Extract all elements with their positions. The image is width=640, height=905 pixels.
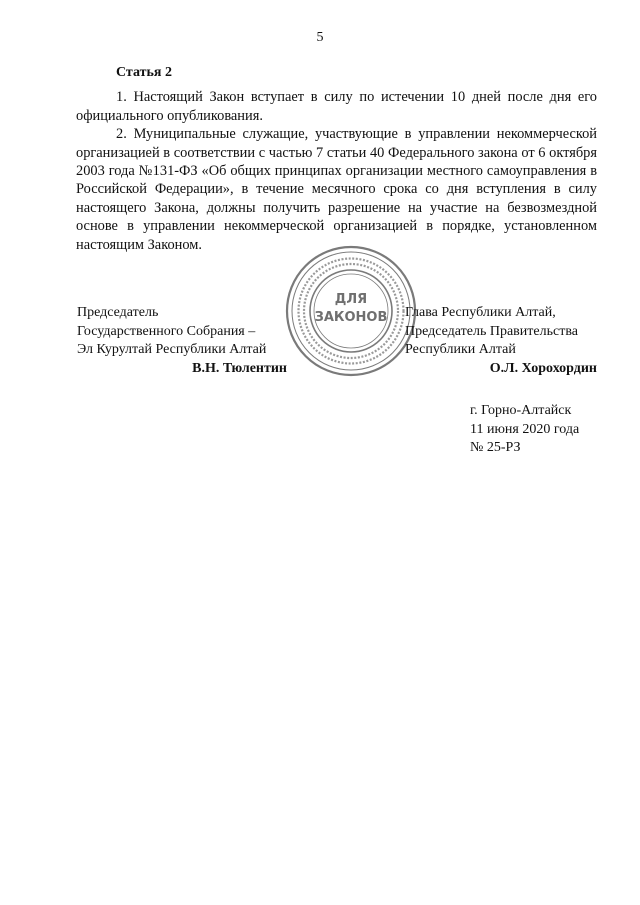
signature-right-title-line: Председатель Правительства xyxy=(405,323,578,339)
signature-left-name: В.Н. Тюлентин xyxy=(192,360,287,376)
seal-stamp-graphic xyxy=(285,245,417,377)
place-date-block xyxy=(470,402,579,458)
city: г. Горно-Алтайск xyxy=(470,403,572,418)
signature-left-title-line: Государственного Собрания – xyxy=(77,323,256,339)
date: 11 июня 2020 года xyxy=(470,421,580,437)
signature-right-title-line: Глава Республики Алтай, xyxy=(405,305,556,320)
article-paragraph-2: 2. Муниципальные служащие, участвующие в управлении некоммерческой организацией в соответствии с частью 7 статьи 40 Федерального закона от 6 октября 2003 года №131-ФЗ «Об общих принципах организации местного самоуправления в Российской Федерации», в течение месячного срока со дня вступления в силу настоящего Закона, должны получить разрешение на участие на безвозмездной основе в управлении некоммерческой организацией в порядке, установленном настоящим Законом. xyxy=(76,126,597,253)
article-heading: Статья 2 xyxy=(116,65,172,80)
signature-block-left xyxy=(77,304,287,378)
page-number: 5 xyxy=(316,30,324,45)
seal-stamp-word-2: ЗАКОНОВ xyxy=(314,310,388,325)
signature-left-title-line: Эл Курултай Республики Алтай xyxy=(77,342,267,357)
seal-stamp xyxy=(285,245,417,377)
signature-right-name: О.Л. Хорохордин xyxy=(489,360,597,376)
article-paragraph-1: 1. Настоящий Закон вступает в силу по истечении 10 дней после дня его официального опубликования. xyxy=(76,89,597,124)
signature-left-title-line: Председатель xyxy=(77,305,159,320)
article-section xyxy=(76,64,597,254)
seal-stamp-word-1: ДЛЯ xyxy=(334,292,368,307)
law-number: № 25-РЗ xyxy=(470,440,521,455)
signature-right-title-line: Республики Алтай xyxy=(405,342,516,357)
signature-block-right xyxy=(405,304,597,378)
